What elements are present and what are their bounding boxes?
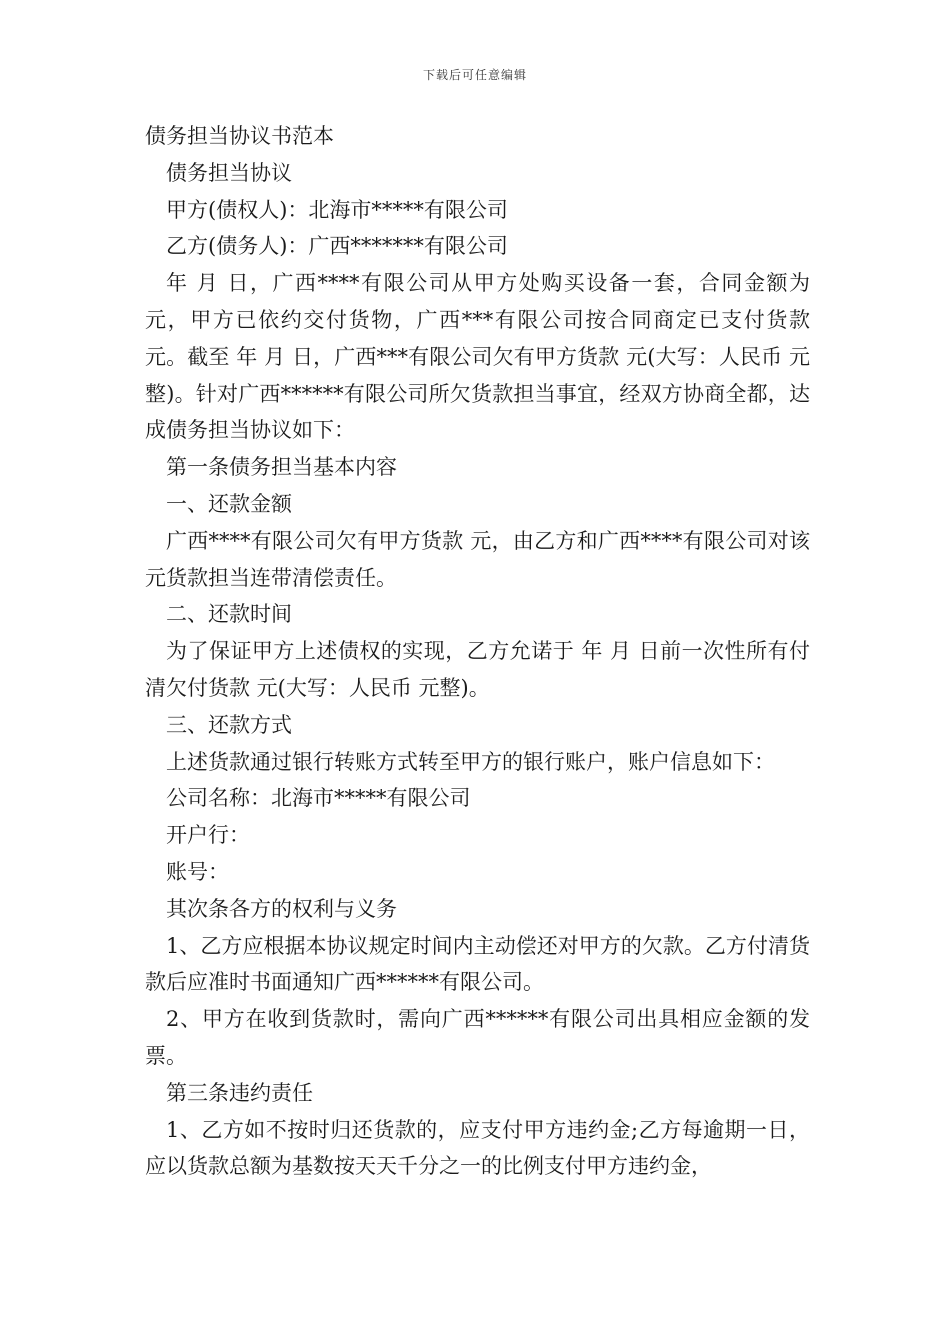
article-2-clause-1: 1、乙方应根据本协议规定时间内主动偿还对甲方的欠款。乙方付清货款后应准时书面通知广西******有限公司。	[145, 933, 810, 995]
background-paragraph: 年 月 日，广西****有限公司从甲方处购买设备一套，合同金额为 元，甲方已依约交付货物，广西***有限公司按合同商定已支付货款 元。截至 年 月 日，广西***有限公司欠有甲方货款 元(大写：人民币 元整)。针对广西******有限公司所欠货款担当事宜，经双方协商全都，达成债务担当协议如下：	[145, 271, 810, 443]
party-a-line: 甲方(债权人)：北海市*****有限公司	[166, 197, 508, 222]
bank-line: 开户行：	[166, 823, 250, 848]
repayment-time-paragraph: 为了保证甲方上述债权的实现，乙方允诺于 年 月 日前一次性所有付清欠付货款 元(大写：人民币 元整)。	[145, 639, 810, 700]
repayment-method-paragraph: 上述货款通过银行转账方式转至甲方的银行账户，账户信息如下：	[166, 749, 775, 774]
article-2-clause-2: 2、甲方在收到货款时，需向广西******有限公司出具相应金额的发票。	[145, 1007, 810, 1068]
article-3-heading: 第三条违约责任	[166, 1080, 313, 1105]
account-number-line: 账号：	[166, 859, 229, 884]
section-repayment-time-heading: 二、还款时间	[166, 602, 292, 627]
company-name-line: 公司名称：北海市*****有限公司	[166, 786, 471, 811]
article-1-heading: 第一条债务担当基本内容	[166, 455, 397, 480]
agreement-heading: 债务担当协议	[166, 160, 292, 185]
article-3-clause-1: 1、乙方如不按时归还货款的，应支付甲方违约金;乙方每逾期一日，应以货款总额为基数按天天千分之一的比例支付甲方违约金，	[145, 1117, 810, 1179]
repayment-amount-paragraph: 广西****有限公司欠有甲方货款 元，由乙方和广西****有限公司对该 元货款担当连带清偿责任。	[145, 528, 810, 590]
section-repayment-method-heading: 三、还款方式	[166, 712, 292, 737]
document-body	[145, 118, 810, 1185]
article-2-heading: 其次条各方的权利与义务	[166, 896, 397, 921]
section-repayment-amount-heading: 一、还款金额	[166, 491, 292, 516]
document-title: 债务担当协议书范本	[145, 124, 334, 148]
party-b-line: 乙方(债务人)：广西*******有限公司	[166, 234, 508, 259]
page-header-note: 下载后可任意编辑	[422, 68, 527, 82]
